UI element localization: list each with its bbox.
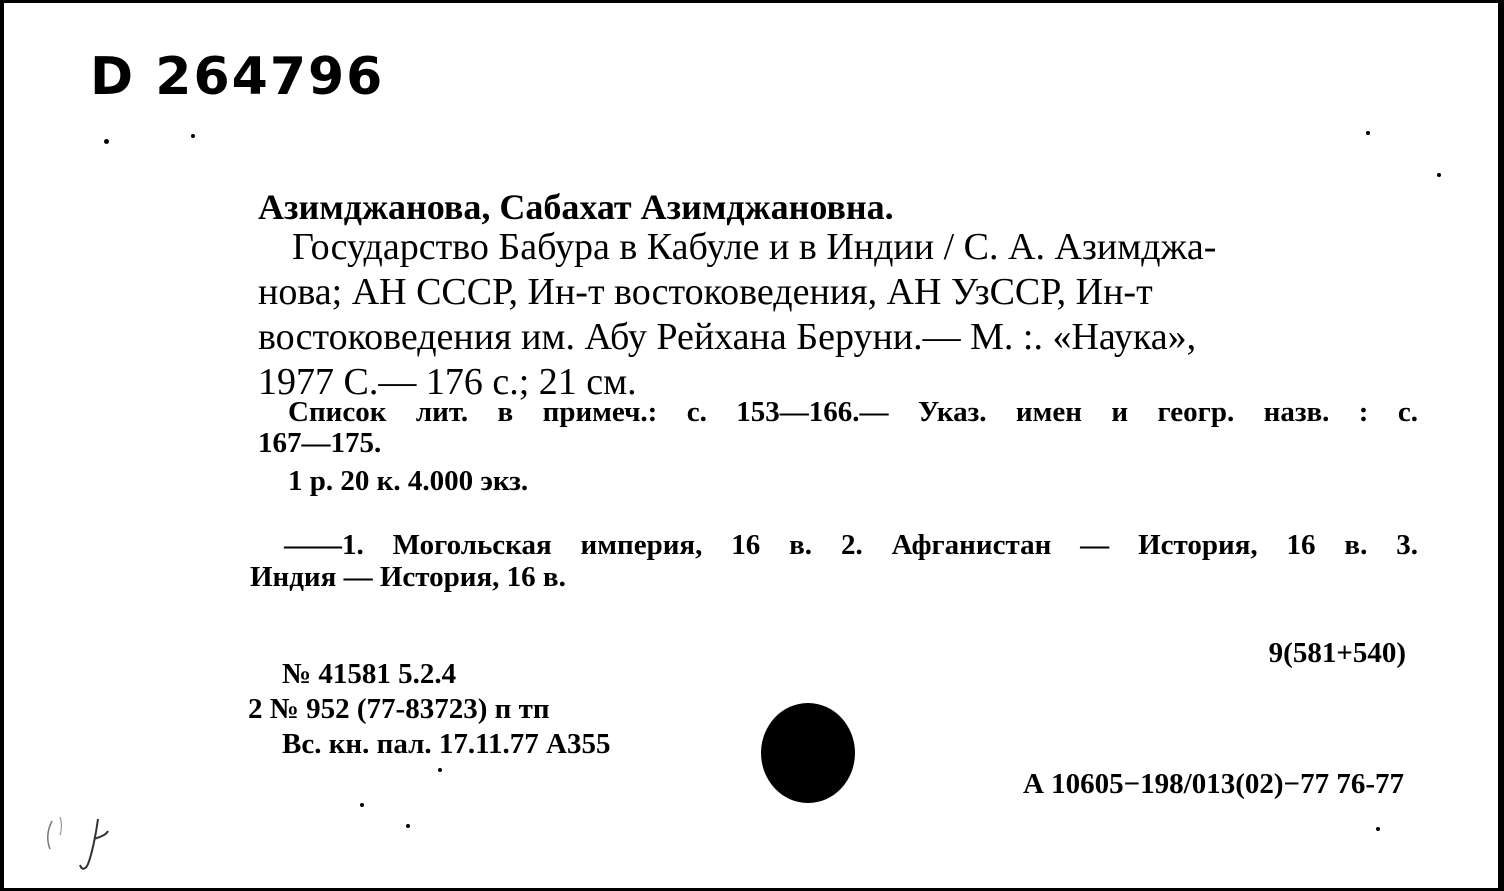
print-speck — [1437, 173, 1441, 177]
note-line: 167—175. — [258, 427, 382, 459]
bibliography-note — [258, 397, 1418, 459]
print-speck — [406, 824, 410, 828]
bibliographic-description — [258, 225, 1418, 405]
accession-line: 2 № 952 (77-83723) п тп — [248, 693, 550, 725]
subject-line: Индия — История, 16 в. — [250, 561, 566, 593]
description-line: 1977 С.— 176 с.; 21 см. — [258, 361, 637, 403]
description-line: Государство Бабура в Кабуле и в Индии / С. А. Азимджа- — [292, 226, 1217, 268]
call-number: D 264796 — [90, 47, 385, 107]
print-speck — [438, 768, 442, 772]
publisher-code: А 10605−198/013(02)−77 76-77 — [1022, 768, 1404, 800]
accession-line: Вс. кн. пал. 17.11.77 А355 — [282, 728, 611, 760]
print-speck — [1366, 131, 1370, 135]
print-speck — [1376, 827, 1380, 831]
accession-line: № 41581 5.2.4 — [282, 658, 457, 690]
print-speck — [191, 134, 195, 138]
description-line: нова; АН СССР, Ин-т востоковедения, АН УзССР, Ин-т — [258, 271, 1153, 313]
classification-index: 9(581+540) — [1268, 637, 1406, 669]
subject-line: ——1. Могольская империя, 16 в. 2. Афганистан — История, 16 в. 3. — [284, 529, 1418, 561]
punch-hole — [761, 703, 855, 803]
pencil-mark-icon — [38, 809, 118, 879]
accession-block — [248, 657, 610, 762]
print-speck — [360, 803, 364, 807]
description-line: востоковедения им. Абу Рейхана Беруни.— М. :. «Наука», — [258, 316, 1197, 358]
print-speck — [104, 139, 109, 144]
price-and-print-run: 1 р. 20 к. 4.000 экз. — [288, 465, 529, 497]
subject-headings — [250, 529, 1418, 593]
author-heading: Азимджанова, Сабахат Азимджановна. — [258, 187, 894, 227]
note-line: Список лит. в примеч.: с. 153—166.— Указ. имен и геогр. назв. : с. — [288, 396, 1418, 428]
